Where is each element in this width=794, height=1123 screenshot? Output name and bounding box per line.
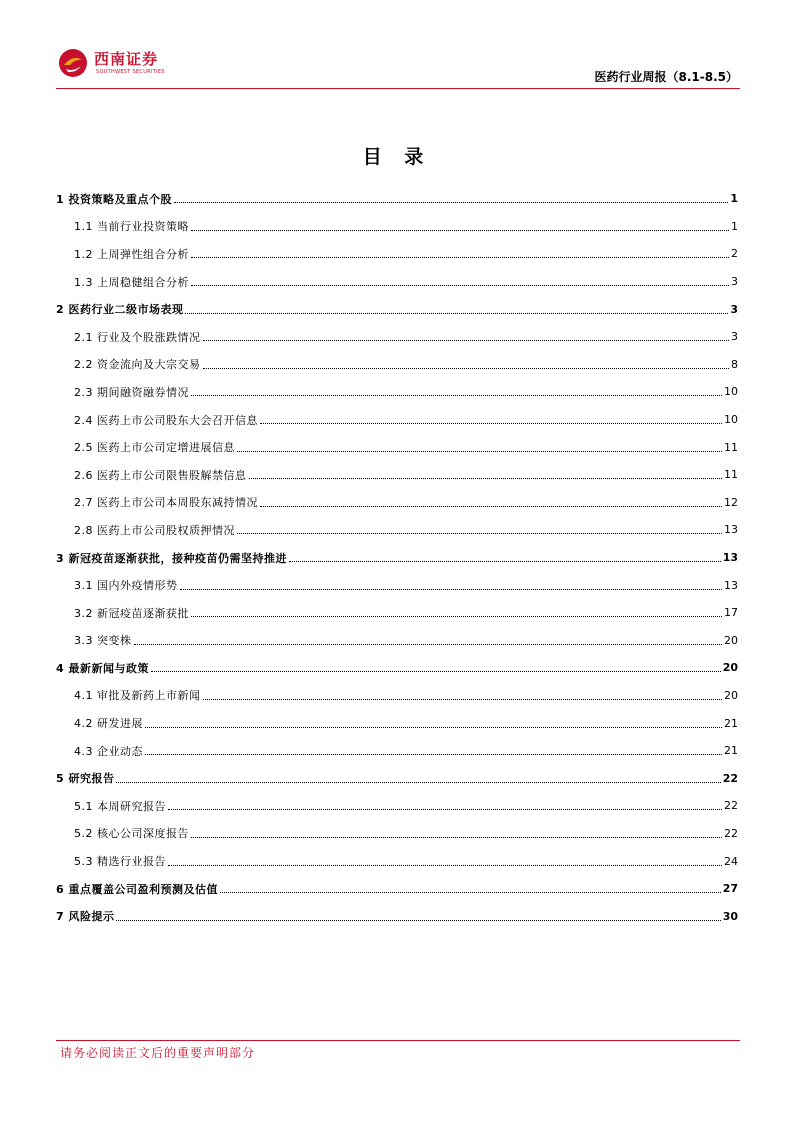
toc-subsection-entry[interactable] — [56, 489, 738, 517]
toc-leader-dots — [191, 395, 722, 396]
toc-entry-page-number: 13 — [722, 551, 738, 565]
toc-entry-label: 3.1 国内外疫情形势 — [74, 579, 178, 593]
toc-entry-page-number: 22 — [724, 826, 738, 840]
toc-entry-page-number: 22 — [724, 799, 738, 813]
toc-entry-page-number: 3 — [731, 275, 738, 289]
toc-entry-label: 2.4 医药上市公司股东大会召开信息 — [74, 413, 258, 427]
toc-subsection-entry[interactable] — [56, 213, 738, 241]
toc-leader-dots — [191, 230, 729, 231]
toc-subsection-entry[interactable] — [56, 627, 738, 655]
company-logo — [56, 44, 196, 84]
toc-entry-page-number: 17 — [724, 606, 738, 620]
toc-leader-dots — [151, 671, 721, 672]
southwest-securities-logo-icon — [58, 48, 88, 78]
toc-entry-label: 3.3 突变株 — [74, 634, 132, 648]
toc-entry-label: 2.3 期间融资融券情况 — [74, 385, 189, 399]
toc-entry-page-number: 30 — [722, 909, 738, 923]
toc-leader-dots — [237, 451, 722, 452]
toc-entry-page-number: 22 — [722, 771, 738, 785]
toc-title: 目 录 — [362, 146, 432, 168]
toc-subsection-entry[interactable] — [56, 737, 738, 765]
toc-leader-dots — [289, 561, 721, 562]
toc-entry-label: 5.2 核心公司深度报告 — [74, 827, 189, 841]
toc-subsection-entry[interactable] — [56, 820, 738, 848]
toc-entry-page-number: 13 — [724, 578, 738, 592]
toc-entry-label: 7 风险提示 — [56, 910, 115, 924]
toc-entry-page-number: 21 — [724, 744, 738, 758]
toc-entry-label: 2.7 医药上市公司本周股东减持情况 — [74, 496, 258, 510]
toc-section-entry[interactable] — [56, 544, 738, 572]
toc-subsection-entry[interactable] — [56, 516, 738, 544]
toc-section-entry[interactable] — [56, 902, 738, 930]
toc-entry-label: 2 医药行业二级市场表现 — [56, 303, 184, 317]
toc-entry-label: 1.3 上周稳健组合分析 — [74, 275, 189, 289]
table-of-contents — [56, 185, 738, 930]
toc-section-entry[interactable] — [56, 875, 738, 903]
toc-subsection-entry[interactable] — [56, 351, 738, 379]
toc-leader-dots — [185, 313, 728, 314]
toc-entry-page-number: 11 — [724, 440, 738, 454]
toc-entry-label: 6 重点覆盖公司盈利预测及估值 — [56, 882, 218, 896]
toc-entry-page-number: 3 — [730, 302, 738, 316]
toc-entry-label: 5.3 精选行业报告 — [74, 855, 166, 869]
toc-leader-dots — [180, 589, 723, 590]
toc-leader-dots — [237, 533, 722, 534]
toc-entry-page-number: 20 — [724, 633, 738, 647]
toc-leader-dots — [249, 478, 723, 479]
toc-entry-label: 2.1 行业及个股涨跌情况 — [74, 330, 201, 344]
page-header — [56, 44, 740, 90]
toc-entry-label: 2.2 资金流向及大宗交易 — [74, 358, 201, 372]
toc-entry-label: 1 投资策略及重点个股 — [56, 192, 172, 206]
toc-leader-dots — [134, 644, 723, 645]
toc-entry-page-number: 21 — [724, 716, 738, 730]
footer-divider — [56, 1040, 740, 1041]
toc-section-entry[interactable] — [56, 295, 738, 323]
toc-entry-label: 4.2 研发进展 — [74, 717, 143, 731]
toc-entry-label: 3 新冠疫苗逐渐获批，接种疫苗仍需坚持推进 — [56, 551, 287, 565]
toc-entry-label: 3.2 新冠疫苗逐渐获批 — [74, 606, 189, 620]
toc-leader-dots — [116, 782, 720, 783]
toc-entry-page-number: 20 — [722, 661, 738, 675]
toc-subsection-entry[interactable] — [56, 709, 738, 737]
toc-entry-page-number: 1 — [730, 192, 738, 206]
toc-entry-page-number: 10 — [724, 413, 738, 427]
toc-leader-dots — [174, 202, 728, 203]
toc-leader-dots — [191, 837, 722, 838]
toc-subsection-entry[interactable] — [56, 378, 738, 406]
logo-chinese-name: 西南证券 — [94, 50, 159, 68]
toc-leader-dots — [168, 865, 722, 866]
toc-entry-page-number: 20 — [724, 688, 738, 702]
toc-subsection-entry[interactable] — [56, 571, 738, 599]
toc-entry-label: 2.6 医药上市公司限售股解禁信息 — [74, 468, 247, 482]
toc-entry-label: 4.1 审批及新药上市新闻 — [74, 689, 201, 703]
toc-entry-page-number: 8 — [731, 357, 738, 371]
toc-subsection-entry[interactable] — [56, 406, 738, 434]
toc-entry-page-number: 11 — [724, 468, 738, 482]
toc-section-entry[interactable] — [56, 764, 738, 792]
toc-leader-dots — [220, 892, 721, 893]
toc-leader-dots — [191, 616, 722, 617]
toc-entry-page-number: 2 — [731, 247, 738, 261]
toc-subsection-entry[interactable] — [56, 323, 738, 351]
toc-entry-page-number: 10 — [724, 385, 738, 399]
toc-leader-dots — [191, 285, 729, 286]
toc-subsection-entry[interactable] — [56, 433, 738, 461]
toc-entry-label: 5 研究报告 — [56, 772, 115, 786]
toc-leader-dots — [191, 257, 729, 258]
toc-subsection-entry[interactable] — [56, 682, 738, 710]
toc-entry-page-number: 24 — [724, 854, 738, 868]
toc-section-entry[interactable] — [56, 185, 738, 213]
toc-subsection-entry[interactable] — [56, 599, 738, 627]
report-title: 医药行业周报（8.1-8.5） — [594, 70, 738, 84]
toc-leader-dots — [203, 368, 730, 369]
toc-entry-page-number: 3 — [731, 330, 738, 344]
header-divider — [56, 88, 740, 89]
toc-entry-label: 2.8 医药上市公司股权质押情况 — [74, 523, 235, 537]
logo-english-name: SOUTHWEST SECURITIES — [96, 69, 165, 75]
footer-disclaimer: 请务必阅读正文后的重要声明部分 — [60, 1046, 256, 1060]
toc-leader-dots — [168, 809, 722, 810]
toc-leader-dots — [260, 423, 722, 424]
toc-subsection-entry[interactable] — [56, 240, 738, 268]
toc-entry-label: 5.1 本周研究报告 — [74, 799, 166, 813]
toc-entry-page-number: 1 — [731, 219, 738, 233]
toc-entry-label: 1.1 当前行业投资策略 — [74, 220, 189, 234]
toc-entry-page-number: 27 — [722, 882, 738, 896]
toc-leader-dots — [145, 727, 722, 728]
toc-leader-dots — [116, 920, 720, 921]
toc-entry-page-number: 12 — [724, 495, 738, 509]
toc-entry-page-number: 13 — [724, 523, 738, 537]
toc-entry-label: 2.5 医药上市公司定增进展信息 — [74, 441, 235, 455]
toc-leader-dots — [260, 506, 722, 507]
toc-entry-label: 4 最新新闻与政策 — [56, 661, 149, 675]
toc-subsection-entry[interactable] — [56, 792, 738, 820]
toc-subsection-entry[interactable] — [56, 847, 738, 875]
toc-subsection-entry[interactable] — [56, 268, 738, 296]
toc-entry-label: 1.2 上周弹性组合分析 — [74, 247, 189, 261]
toc-entry-label: 4.3 企业动态 — [74, 744, 143, 758]
toc-leader-dots — [203, 340, 730, 341]
toc-section-entry[interactable] — [56, 654, 738, 682]
toc-leader-dots — [203, 699, 723, 700]
toc-leader-dots — [145, 754, 722, 755]
toc-subsection-entry[interactable] — [56, 461, 738, 489]
